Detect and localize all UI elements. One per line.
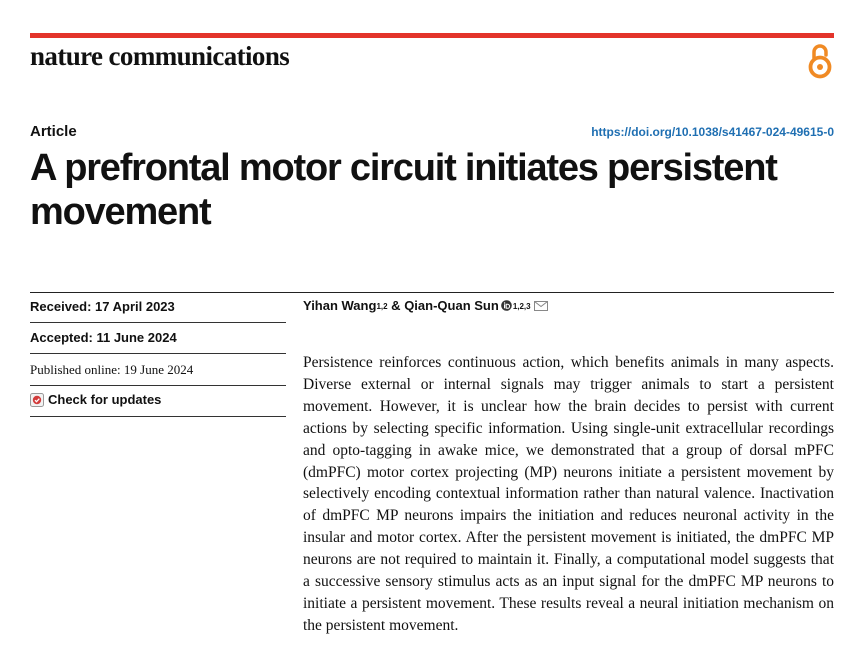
- check-for-updates-button[interactable]: [30, 392, 286, 408]
- journal-header-rule: [30, 33, 834, 38]
- sidebar-divider: [30, 385, 286, 386]
- orcid-icon[interactable]: [501, 300, 512, 311]
- affiliation-marker[interactable]: 1,2,3: [512, 302, 531, 311]
- article-type-label: Article: [30, 123, 77, 140]
- received-date: Received: 17 April 2023: [30, 299, 175, 314]
- article-title: A prefrontal motor circuit initiates persistent movement: [30, 147, 777, 233]
- title-divider: [30, 292, 834, 293]
- author-list: [303, 298, 548, 313]
- published-date: Published online: 19 June 2024: [30, 362, 194, 377]
- sidebar-divider: [30, 322, 286, 323]
- open-access-lock-icon: [806, 43, 834, 79]
- doi-link[interactable]: https://doi.org/10.1038/s41467-024-49615-0: [591, 125, 834, 139]
- author-name[interactable]: Yihan Wang: [303, 298, 377, 313]
- sidebar-divider: [30, 416, 286, 417]
- author-name[interactable]: Qian-Quan Sun: [404, 298, 499, 313]
- author-separator: &: [387, 298, 405, 313]
- affiliation-marker[interactable]: 1,2: [376, 302, 388, 311]
- sidebar-divider: [30, 353, 286, 354]
- check-updates-label: Check for updates: [48, 392, 162, 407]
- email-icon[interactable]: [534, 301, 548, 311]
- check-updates-icon: [30, 393, 44, 407]
- journal-name[interactable]: nature communications: [30, 41, 290, 71]
- abstract-text: Persistence reinforces continuous action, which benefits animals in many aspects. Diverse external or internal signals may trigger animals to start a persistent movement. However, it is unclear how the brain decides to persist with current actions by selecting specific information. Using single-unit extracellular recordings and opto-tagging in awake mice, we demonstrated that a group of dorsal mPFC (dmPFC) motor cortex projecting (MP) neurons initiate a persistent movement by selectively encoding contextual information rather than natural valence. Inactivation of dmPFC MP neurons impairs the initiation and reduces neuronal activity in the insular and motor cortex. After the persistent movement is initiated, the dmPFC MP neurons are not required to maintain it. Finally, a computational model suggests that a successive sensory stimulus acts as an input signal for the dmPFC MP neurons to initiate a persistent movement. These results reveal a neural initiation mechanism on the persistent movement.: [303, 354, 834, 634]
- accepted-date: Accepted: 11 June 2024: [30, 330, 177, 345]
